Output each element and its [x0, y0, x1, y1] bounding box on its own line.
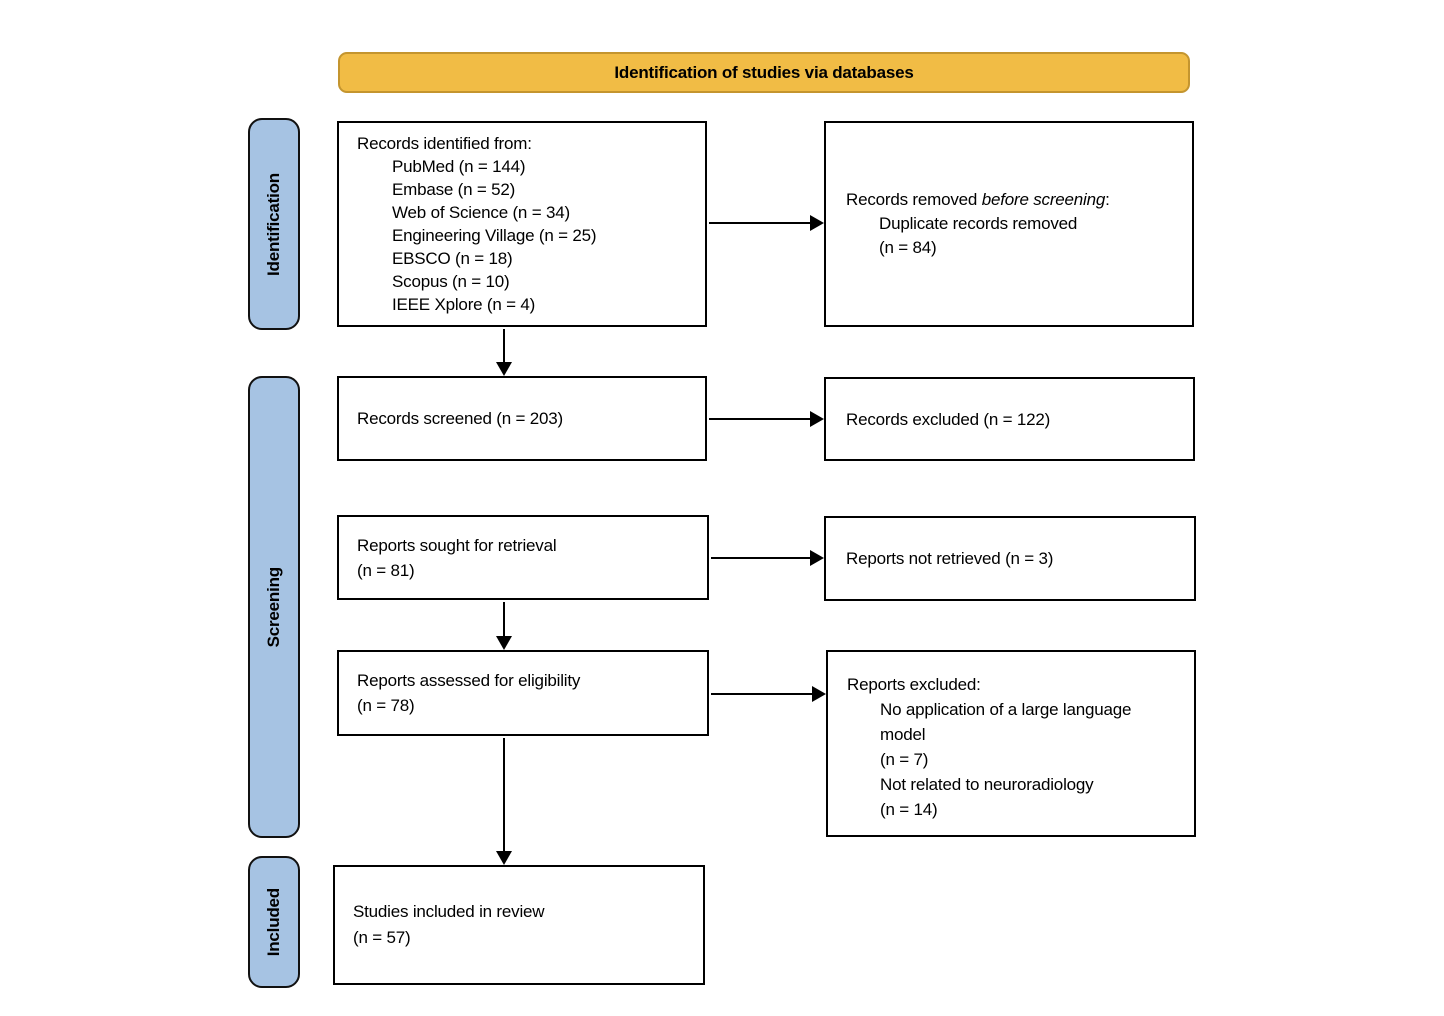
arrowhead-down-icon	[496, 851, 512, 865]
arrow-shaft	[503, 738, 505, 853]
reports-excluded-reason2-count: (n = 14)	[880, 800, 938, 819]
arrow-sought-to-not-retrieved	[711, 550, 824, 566]
records-removed-italic: before screening	[981, 190, 1106, 209]
studies-included-label: Studies included in review	[353, 902, 545, 921]
records-identified-ieee-xplore: IEEE Xplore (n = 4)	[392, 295, 536, 314]
reports-assessed-count: (n = 78)	[357, 696, 415, 715]
records-excluded-label: Records excluded (n = 122)	[846, 409, 1051, 429]
records-identified-engineering-village: Engineering Village (n = 25)	[392, 226, 597, 245]
arrowhead-down-icon	[496, 636, 512, 650]
box-studies-included	[333, 865, 705, 985]
arrow-shaft	[503, 602, 505, 638]
reports-excluded-reason1-count: (n = 7)	[880, 750, 929, 769]
arrow-screened-to-excluded	[709, 411, 824, 427]
box-records-excluded	[824, 377, 1195, 461]
title-banner-label: Identification of studies via databases	[614, 62, 914, 82]
stage-label-screening: Screening	[264, 566, 283, 648]
arrowhead-right-icon	[810, 550, 824, 566]
arrow-shaft	[711, 693, 814, 695]
stage-bar-included	[248, 856, 300, 988]
records-screened-label: Records screened (n = 203)	[357, 409, 563, 428]
studies-included-count: (n = 57)	[353, 928, 411, 947]
arrowhead-right-icon	[812, 686, 826, 702]
arrow-sought-to-assessed	[496, 602, 512, 650]
stage-label-included: Included	[264, 887, 283, 957]
arrow-shaft	[709, 418, 812, 420]
records-identified-web-of-science: Web of Science (n = 34)	[392, 203, 570, 222]
records-identified-heading: Records identified from:	[357, 134, 532, 153]
box-records-identified	[337, 121, 707, 327]
records-identified-ebsco: EBSCO (n = 18)	[392, 249, 513, 268]
records-removed-count: (n = 84)	[879, 238, 937, 257]
records-removed-duplicates: Duplicate records removed	[879, 214, 1078, 233]
stage-label-identification: Identification	[264, 172, 283, 276]
arrowhead-down-icon	[496, 362, 512, 376]
arrow-shaft	[503, 329, 505, 364]
arrowhead-right-icon	[810, 215, 824, 231]
records-identified-scopus: Scopus (n = 10)	[392, 272, 510, 291]
records-removed-suffix: :	[1105, 190, 1110, 209]
arrowhead-right-icon	[810, 411, 824, 427]
reports-sought-count: (n = 81)	[357, 560, 415, 580]
records-identified-embase: Embase (n = 52)	[392, 180, 516, 199]
reports-not-retrieved-label: Reports not retrieved (n = 3)	[846, 549, 1054, 568]
reports-excluded-reason2: Not related to neuroradiology	[880, 775, 1094, 794]
reports-sought-label: Reports sought for retrieval	[357, 535, 557, 555]
arrow-identified-to-removed	[709, 215, 824, 231]
box-reports-sought	[337, 515, 709, 600]
records-removed-prefix: Records removed	[846, 190, 982, 209]
reports-assessed-label: Reports assessed for eligibility	[357, 671, 581, 690]
arrow-assessed-to-excluded	[711, 686, 826, 702]
box-reports-excluded	[826, 650, 1196, 837]
reports-excluded-heading: Reports excluded:	[847, 675, 981, 694]
records-removed-heading	[846, 188, 1180, 212]
records-identified-pubmed: PubMed (n = 144)	[392, 157, 526, 176]
arrow-shaft	[711, 557, 812, 559]
arrow-assessed-to-included	[496, 738, 512, 865]
title-banner	[338, 52, 1190, 93]
box-records-removed	[824, 121, 1194, 327]
stage-bar-screening	[248, 376, 300, 838]
box-reports-not-retrieved	[824, 516, 1196, 601]
reports-excluded-reason1-line1: No application of a large language	[880, 700, 1132, 719]
arrow-identified-to-screened	[496, 329, 512, 376]
box-reports-assessed	[337, 650, 709, 736]
box-records-screened	[337, 376, 707, 461]
arrow-shaft	[709, 222, 812, 224]
stage-bar-identification	[248, 118, 300, 330]
reports-excluded-reason1-line2: model	[880, 725, 926, 744]
